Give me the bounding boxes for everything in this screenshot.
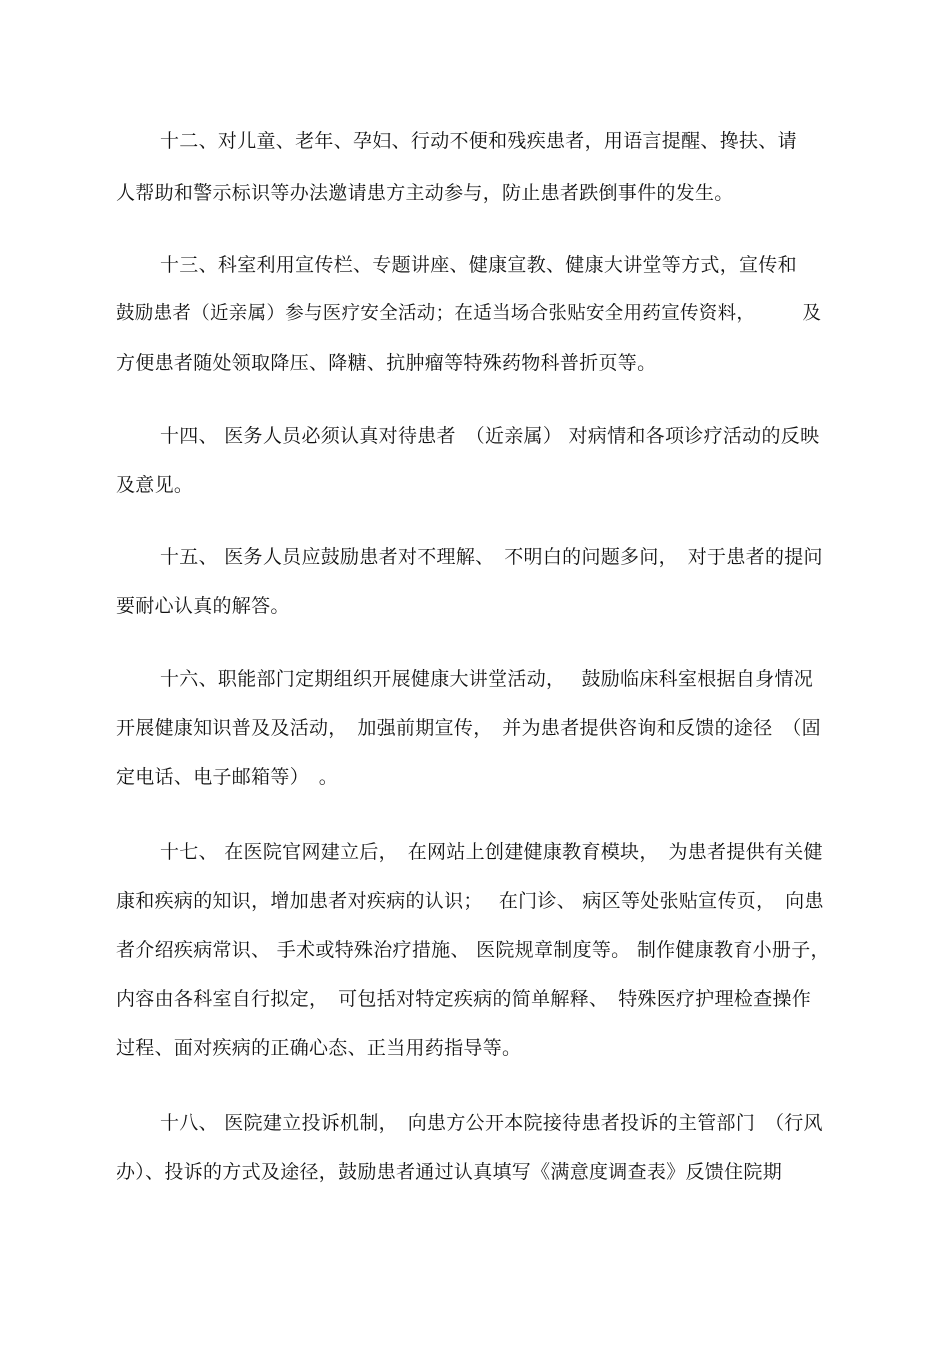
paragraph-18-line-2: 办）、投诉的方式及途径，鼓励患者通过认真填写《满意度调查表》反馈住院期: [116, 1161, 783, 1183]
paragraph-14-line-2: 及意见。: [116, 474, 194, 496]
paragraph-17-line-3: 者介绍疾病常识、 手术或特殊治疗措施、 医院规章制度等。 制作健康教育小册子，: [116, 939, 830, 961]
paragraph-17-line-2: 康和疾病的知识，增加患者对疾病的认识； 在门诊、 病区等处张贴宣传页， 向患: [116, 890, 824, 912]
paragraph-13-line-2: 鼓励患者（近亲属）参与医疗安全活动；在适当场合张贴安全用药宣传资料， 及: [116, 303, 822, 324]
paragraph-13-line-1: 十三、科室利用宣传栏、专题讲座、健康宣教、健康大讲堂等方式，宣传和: [160, 254, 797, 276]
paragraph-17-line-5: 过程、面对疾病的正确心态、正当用药指导等。: [116, 1037, 522, 1059]
paragraph-16-line-2: 开展健康知识普及及活动， 加强前期宣传， 并为患者提供咨询和反馈的途径 （固: [116, 717, 821, 739]
paragraph-15-line-1: 十五、 医务人员应鼓励患者对不理解、 不明白的问题多问， 对于患者的提问: [160, 546, 823, 568]
paragraph-14-line-1: 十四、 医务人员必须认真对待患者 （近亲属） 对病情和各项诊疗活动的反映: [160, 425, 820, 447]
paragraph-17-line-4: 内容由各科室自行拟定， 可包括对特定疾病的简单解释、 特殊医疗护理检查操作: [116, 988, 812, 1010]
paragraph-15-line-2: 要耐心认真的解答。: [116, 595, 290, 617]
paragraph-16-line-1: 十六、职能部门定期组织开展健康大讲堂活动， 鼓励临床科室根据自身情况: [160, 668, 814, 690]
paragraph-16-line-3: 定电话、电子邮箱等） 。: [116, 766, 339, 788]
paragraph-12-line-1: 十二、对儿童、老年、孕妇、行动不便和残疾患者，用语言提醒、搀扶、请: [160, 130, 797, 152]
paragraph-12-line-2: 人帮助和警示标识等办法邀请患方主动参与，防止患者跌倒事件的发生。: [116, 182, 734, 204]
paragraph-17-line-1: 十七、 在医院官网建立后， 在网站上创建健康教育模块， 为患者提供有关健: [160, 841, 823, 863]
paragraph-13-line-3: 方便患者随处领取降压、降糖、抗肿瘤等特殊药物科普折页等。: [116, 352, 657, 374]
paragraph-18-line-1: 十八、 医院建立投诉机制， 向患方公开本院接待患者投诉的主管部门 （行风: [160, 1112, 823, 1134]
